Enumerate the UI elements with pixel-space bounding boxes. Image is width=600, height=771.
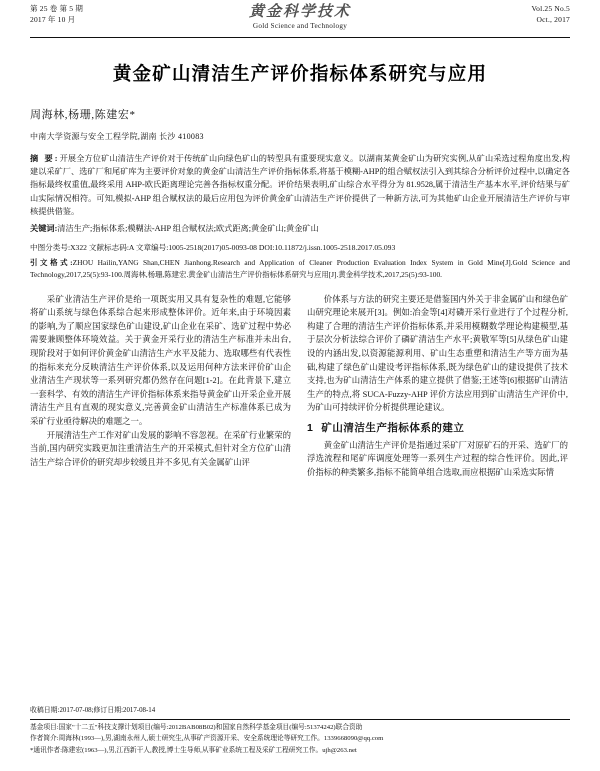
paragraph: 开展清洁生产工作对矿山发展的影响不容忽视。在采矿行业繁荣的当前,国内研究实践更加注重清洁生产的开采模式,但针对全方位矿山清洁生产综合评价的研究却步较缓且并不多见,有关金属矿山评 — [30, 430, 291, 467]
masthead-volume-issue: 第 25 卷 第 5 期 — [30, 4, 84, 13]
masthead-volume-en: Vol.25 No.5 — [531, 4, 570, 13]
author-affiliation: 中南大学资源与安全工程学院,湖南 长沙 410083 — [30, 132, 204, 141]
paragraph: 黄金矿山清洁生产评价是指通过采矿厂对原矿石的开采、选矿厂的浮选流程和尾矿库调度处理等一系列生产过程的综合性评价。因此,评价指标的种类繁多,指标不能简单组合选取,而应根据矿山采选实际情 — [307, 440, 568, 477]
section-heading — [307, 422, 568, 436]
footnote-fund: 基金项目:国家"十二五"科技支撑计划项目(编号:2012BAB08B02)和国家自然科学基金项目(编号:51374242)联合资助 — [30, 723, 363, 731]
section-title: 矿山清洁生产指标体系的建立 — [321, 421, 465, 434]
page-title: 黄金矿山清洁生产评价指标体系研究与应用 — [112, 63, 488, 84]
masthead-date-en: Oct., 2017 — [536, 15, 570, 24]
author-list: 周海林,杨珊,陈建宏* — [30, 109, 136, 121]
footnote-received: 收稿日期:2017-07-08;修订日期:2017-08-14 — [30, 707, 156, 715]
column-right — [307, 293, 568, 688]
masthead-journal-title — [30, 0, 570, 30]
abstract-block — [30, 152, 570, 218]
masthead-volume-right — [531, 3, 570, 25]
citation-format — [30, 257, 570, 280]
keywords-block — [30, 222, 570, 235]
body-columns — [30, 293, 570, 688]
journal-name-cn: 黄金科学技术 — [248, 4, 351, 20]
paragraph: 采矿业清洁生产评价是绐一项既实用又具有复杂性的难题,它能够将矿山系统与绿色体系综合起来形成整体评价。近年来,由于环境因素的影响,为了顺应国家绿色矿山建设,矿山企业在采矿、选矿过程中势必需要兼顾整体环境效益。关于黄金开采行业的清洁生产标准并未出台,现阶段对于如何评价黄金矿山清洁生产水平及能力、选取哪些有代表性的指标来充分反映清洁生产评价体系,以及运用何种方法来评价矿山企业清洁生产现状等一系列研究都仍然存在问题[1-2]。在此背景下,建立一套科学、有效的清洁生产评价指标体系来指导黄金矿山开采企业开展清洁生产且有直观的现实意义,完善黄金矿山清洁生产标准体系已成为采矿行业亟待解决的难题之一。 — [30, 294, 291, 426]
citation-label: 引文格式: — [30, 258, 73, 268]
keywords-text: 清洁生产;指标体系;模糊法-AHP 组合赋权法;欧式距离;黄金矿山;黄金矿山 — [57, 224, 319, 234]
journal-name-en: Gold Science and Technology — [252, 22, 348, 30]
footnote-corresponding: *通讯作者:陈建宏(1963—),男,江西新干人,教授,博士生导师,从事矿业系统工程及采矿工程研究工作。ujh@263.net — [30, 746, 357, 754]
footnote-divider — [30, 719, 570, 720]
footnote-block — [30, 706, 570, 757]
classification-meta: 中图分类号:X322 文献标志码:A 文章编号:1005-2518(2017)05-0093-08 DOI:10.11872/j.issn.1005-2518.2017.05.093 — [30, 243, 396, 253]
masthead-date-cn: 2017 年 10 月 — [30, 15, 76, 24]
keywords-label: 关键词: — [30, 224, 58, 234]
abstract-label: 摘 要: — [30, 154, 60, 163]
masthead — [30, 0, 570, 38]
abstract-text: 开展全方位矿山清洁生产评价对于传统矿山向绿色矿山的转型具有重要现实意义。以湖南某黄金矿山为研究实例,从矿山采选过程角度出发,构建以采矿厂、选矿厂和尾矿库为主要评价对象的黄金矿山清洁生产评价指标体系,将基于模糊-AHP的组合赋权法引入到其综合分析评价过程中,以确定各指标最终权重值,最终采用 AHP-欧氏距离理论完善各指标权重分配。评价结果表明,矿山综合水平得分为 81.9528,属于清洁生产基本水平,评价结果与矿山实际情况相符。可知,模拟-AHP 组合赋权法的最后应用包为评价黄金矿山清洁生产评价提供了一种新方法,可为其他矿山企业开展清洁生产评价与审核提供借鉴。 — [30, 154, 570, 216]
paragraph: 价体系与方法的研究主要还是借鉴国内外关于非金属矿山和绿色矿山研究理论来展开[3]。例如:冶金等[4]对磷开采行业进行了个过程分析,构建了合理的清洁生产评价指标体系,并采用模糊数学理论构建模型,基于层次分析法综合评价了磷矿清洁生产水平;黄敬军等[5]从绿色矿山建设的内涵出发,以资源能源利用、矿山生态重塑和清洁生产等方面为基础,构建了绿色矿山建设考评指标体系,既为绿色矿山的建设提供了技术支持,也为矿山清洁生产体系的建立提供了借鉴;王述等[6]根据矿山清洁生产的特点,将 SUCA-Fuzzy-AHP 评价方法应用到矿山清洁生产评价中,为矿山可持续评价分析提供理论建议。 — [307, 294, 568, 413]
masthead-volume-left — [30, 3, 83, 25]
footnote-author: 作者简介:周海林(1993—),男,湖南永州人,硕士研究生,从事矿产资源开采、安全系统理论等研究工作。1339668090@qq.com — [30, 735, 384, 743]
section-number: 1 — [307, 421, 314, 434]
citation-text: ZHOU Hailin,YANG Shan,CHEN Jianhong.Research and Application of Cleaner Production Evaluation Index System in Gold Mine[J].Gold Science and Technology,2017,25(5):93-100.周海林,杨珊,陈建宏.黄金矿山清洁生产评价指标体系研究与应用[J].黄金科学技术,2017,25(5):93-100. — [30, 258, 570, 280]
column-left — [30, 293, 291, 688]
